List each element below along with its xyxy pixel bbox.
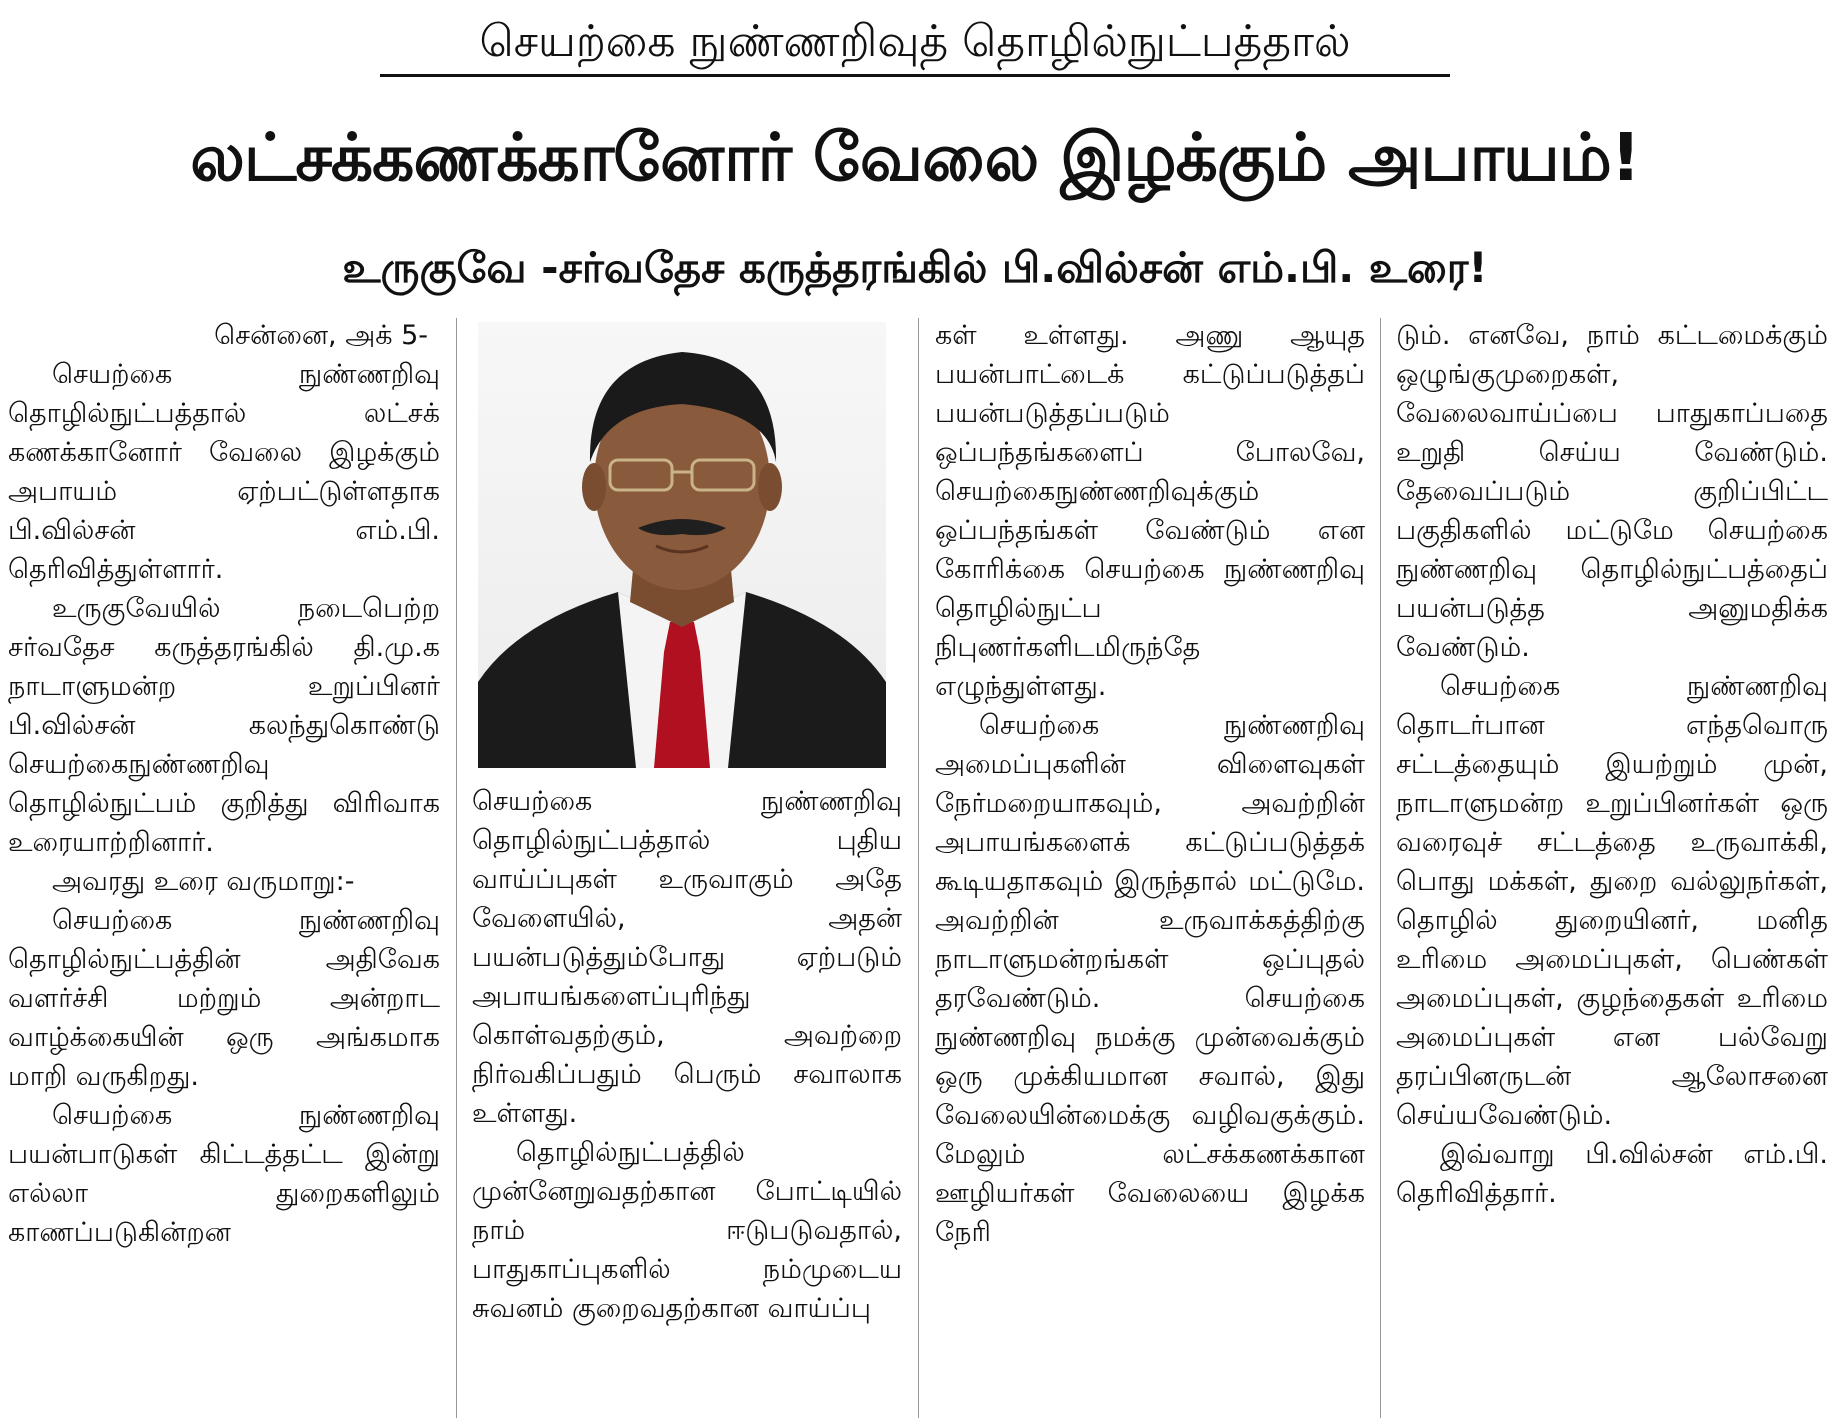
- column-divider: [456, 318, 457, 1418]
- article-column-2: [472, 782, 902, 1328]
- paragraph: டும். எனவே, நாம் கட்டமைக்கும் ஒழுங்குமுறைகள், வேலைவாய்ப்பை பாதுகாப்பதை உறுதி செய்ய வேண்டும். தேவைப்படும் குறிப்பிட்ட பகுதிகளில் மட்டுமே செயற்கை நுண்ணறிவு தொழில்நுட்பத்தைப் பயன்படுத்த அனுமதிக்க வேண்டும்.: [1396, 320, 1828, 663]
- paragraph: செயற்கை நுண்ணறிவு அமைப்புகளின் விளைவுகள் நேர்மறையாகவும், அவற்றின் அபாயங்களைக் கட்டுப்படுத்தக் கூடியதாகவும் இருந்தால் மட்டுமே. அவற்றின் உருவாக்கத்திற்கு நாடாளுமன்றங்கள் ஒப்புதல் தரவேண்டும். செயற்கை நுண்ணறிவு நமக்கு முன்வைக்கும் ஒரு முக்கியமான சவால், இது வேலையின்மைக்கு வழிவகுக்கும். மேலும் லட்சக்கணக்கான ஊழியர்கள் வேலையை இழக்க நேரி: [935, 710, 1365, 1248]
- column-divider: [1380, 318, 1381, 1418]
- paragraph: செயற்கை நுண்ணறிவு பயன்பாடுகள் கிட்டத்தட்ட இன்று எல்லா துறைகளிலும் காணப்படுகின்றன: [8, 1100, 440, 1248]
- column-divider: [918, 318, 919, 1418]
- paragraph: அவரது உரை வருமாறு:-: [52, 866, 355, 897]
- article-column-4: [1396, 316, 1828, 1213]
- main-headline: லட்சக்கணக்கானோர் வேலை இழக்கும் அபாயம்!: [190, 119, 1640, 196]
- paragraph: இவ்வாறு பி.வில்சன் எம்.பி. தெரிவித்தார்.: [1396, 1139, 1828, 1209]
- paragraph: கள் உள்ளது. அணு ஆயுத பயன்பாட்டைக் கட்டுப்படுத்தப் பயன்படுத்தப்படும் ஒப்பந்தங்களைப் போலவே, செயற்கைநுண்ணறிவுக்கும் ஒப்பந்தங்கள் வேண்டும் என கோரிக்கை செயற்கை நுண்ணறிவு தொழில்நுட்ப நிபுணர்களிடமிருந்தே எழுந்துள்ளது.: [935, 320, 1365, 702]
- kicker-headline: செயற்கை நுண்ணறிவுத் தொழில்நுட்பத்தால்: [380, 14, 1450, 77]
- dateline: சென்னை, அக் 5-: [214, 320, 428, 351]
- article-column-1: [8, 316, 440, 1252]
- speaker-photo: [478, 322, 886, 768]
- subheadline: உருகுவே -சர்வதேச கருத்தரங்கில் பி.வில்சன் எம்.பி. உரை!: [342, 243, 1488, 292]
- article-column-3: [935, 316, 1365, 1252]
- paragraph: செயற்கை நுண்ணறிவு தொடர்பான எந்தவொரு சட்டத்தையும் இயற்றும் முன், நாடாளுமன்ற உறுப்பினர்கள் ஒரு வரைவுச் சட்டத்தை உருவாக்கி, பொது மக்கள், துறை வல்லுநர்கள், தொழில் துறையினர், மனித உரிமை அமைப்புகள், பெண்கள் அமைப்புகள், குழந்தைகள் உரிமை அமைப்புகள் என பல்வேறு தரப்பினருடன் ஆலோசனை செய்யவேண்டும்.: [1396, 671, 1828, 1131]
- paragraph: செயற்கை நுண்ணறிவு தொழில்நுட்பத்தின் அதிவேக வளர்ச்சி மற்றும் அன்றாட வாழ்க்கையின் ஒரு அங்கமாக மாறி வருகிறது.: [8, 905, 440, 1092]
- paragraph: செயற்கை நுண்ணறிவு தொழில்நுட்பத்தால் புதிய வாய்ப்புகள் உருவாகும் அதே வேளையில், அதன் பயன்படுத்தும்போது ஏற்படும் அபாயங்களைப்புரிந்து கொள்வதற்கும், அவற்றை நிர்வகிப்பதும் பெரும் சவாலாக உள்ளது.: [472, 786, 902, 1129]
- paragraph: தொழில்நுட்பத்தில் முன்னேறுவதற்கான போட்டியில் நாம் ஈடுபடுவதால், பாதுகாப்புகளில் நம்முடைய சுவனம் குறைவதற்கான வாய்ப்பு: [472, 1137, 902, 1324]
- paragraph: செயற்கை நுண்ணறிவு தொழில்நுட்பத்தால் லட்சக் கணக்கானோர் வேலை இழக்கும் அபாயம் ஏற்பட்டுள்ளதாக பி.வில்சன் எம்.பி. தெரிவித்துள்ளார்.: [8, 359, 440, 585]
- paragraph: உருகுவேயில் நடைபெற்ற சர்வதேச கருத்தரங்கில் தி.மு.க நாடாளுமன்ற உறுப்பினர் பி.வில்சன் கலந்துகொண்டு செயற்கைநுண்ணறிவு தொழில்நுட்பம் குறித்து விரிவாக உரையாற்றினார்.: [8, 593, 440, 858]
